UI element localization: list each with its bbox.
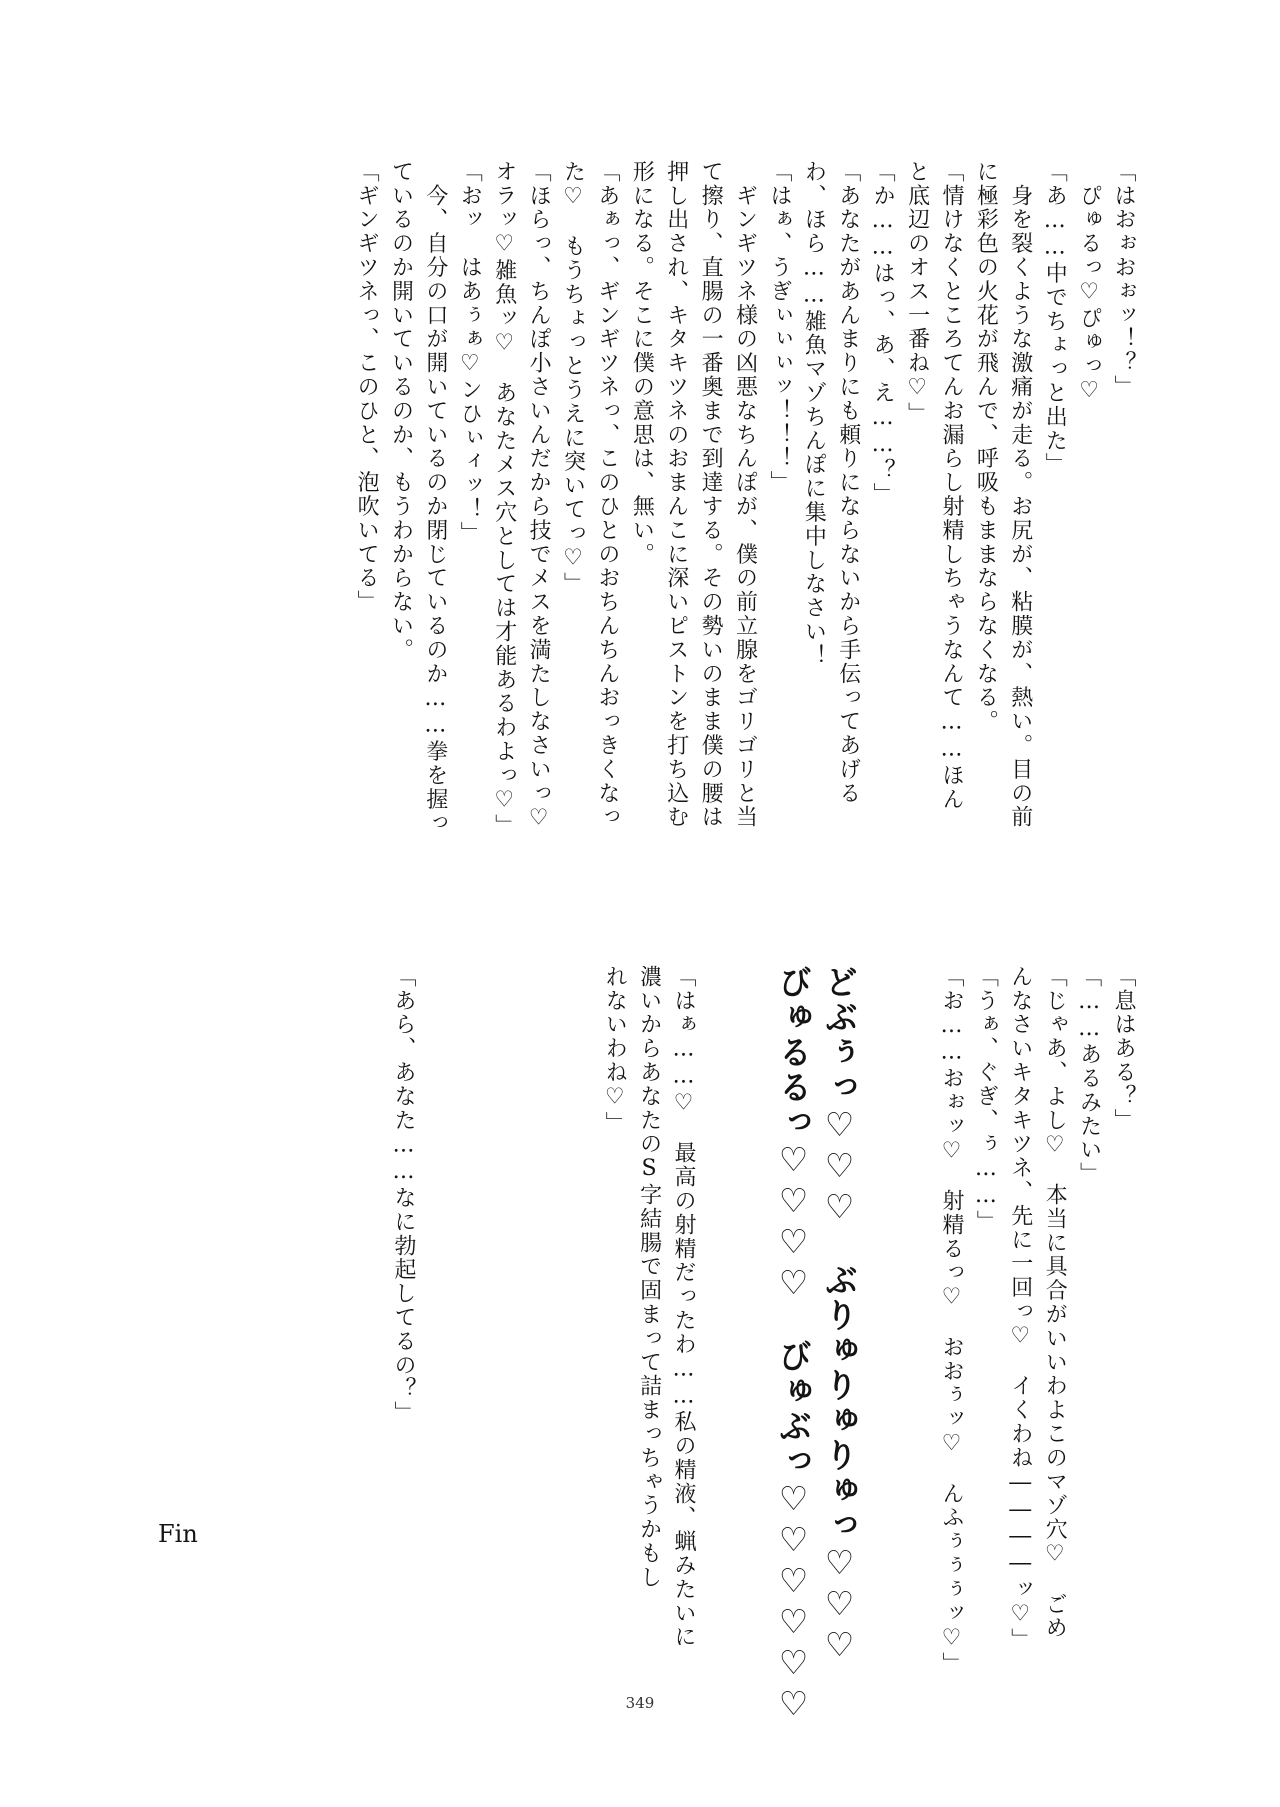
page-number: 349 [625, 1694, 655, 1712]
sound-effect-line: びゅるるっ♡♡♡♡ びゅぶっ♡♡♡♡♡♡ [774, 965, 813, 1725]
text-line: た♡ もうちょっとうえに突いてっ♡」 [560, 160, 586, 597]
text-line: 「うぁ、ぐぎ、ぅ……」 [973, 965, 999, 1234]
text-line: オラッ♡雑魚ッ♡ あなたメス穴としては才能あるわよっ♡」 [491, 160, 517, 839]
text-line: 「おッ はあぅぁ♡ンひぃィッ！」 [457, 160, 483, 546]
text-line: に極彩色の火花が飛んで、呼吸もままならなくなる。 [973, 160, 999, 734]
text-line: 「はぁ、うぎぃぃぃッ！！！」 [766, 160, 792, 495]
fin-mark: Fin [158, 1520, 198, 1548]
text-line: 「か……はっ、あ、え……？」 [870, 160, 896, 507]
text-line: ぴゅるっ♡ぴゅっ♡ [1076, 160, 1102, 405]
text-line: 身を裂くような激痛が走る。お尻が、粘膜が、熱い。目の前 [1007, 160, 1033, 830]
text-line: んなさいキタキツネ、先に一回っ♡ イくわね――――ッ♡」 [1007, 965, 1033, 1653]
upper-text-block [140, 160, 1140, 839]
lower-right-text-block [870, 965, 1140, 1677]
text-line: 「あ……中でちょっと出た」 [1042, 160, 1068, 477]
text-line: 「あら、あなた……なに勃起してるの？」 [391, 965, 416, 1426]
lower-middle-text-block [590, 965, 700, 1650]
text-line: わ、ほら……雑魚マゾちんぽに集中しなさい！ [801, 160, 827, 668]
text-line: 今、自分の口が開いているのか閉じているのか……拳を握っ [422, 160, 448, 836]
text-line: 形になる。そこに僕の意思は、無い。 [629, 160, 655, 567]
text-line: と底辺のオス一番ね♡」 [904, 160, 930, 426]
text-line: 「はぁ……♡ 最高の射精だったわ……私の精液、蝋みたいに [671, 965, 696, 1650]
text-line: 「ほらっ、ちんぽ小さいんだから技でメスを満たしなさいっ♡ [526, 160, 552, 833]
text-line: ているのか開いているのか、もうわからない。 [388, 160, 414, 662]
sound-effect-line: どぶぅっ♡♡♡ ぶりゅりゅりゅっ♡♡♡ [820, 965, 859, 1666]
text-line: て擦り、直腸の一番奥まで到達する。その勢いのまま僕の腰は [698, 160, 724, 830]
text-line: ギンギツネ様の凶悪なちんぽが、僕の前立腺をゴリゴリと当 [732, 160, 758, 830]
text-line: 「ギンギツネっ、このひと、泡吹いてる」 [354, 160, 380, 615]
text-line: 押し出され、キタキツネのおまんこに深いピストンを打ち込む [663, 160, 689, 830]
final-dialogue [380, 965, 420, 1615]
text-line: 「お……おぉッ♡ 射精るっ♡ おおぅッ♡ んふぅぅぅッ♡」 [938, 965, 964, 1677]
text-line: 「情けなくところてんお漏らし射精しちゃうなんて……ほん [938, 160, 964, 812]
text-line: 「はおぉおぉッ！？」 [1111, 160, 1136, 399]
text-line: 「あぁっ、ギンギツネっ、このひとのおちんちんおっきくなっ [594, 160, 620, 830]
text-line: 「あなたがあんまりにも頼りにならないから手伝ってあげる [835, 160, 861, 806]
text-line: 「……あるみたい」 [1076, 965, 1102, 1187]
sound-effect-block [762, 965, 862, 1725]
text-line: れないわね♡」 [602, 965, 628, 1136]
text-line: 濃いからあなたのS字結腸で固まって詰まっちゃうかもし [636, 965, 662, 1590]
text-line: 「じゃあ、よし♡ 本当に具合がいいわよこのマゾ穴♡ ごめ [1042, 965, 1068, 1641]
text-line: 「息はある？」 [1111, 965, 1136, 1133]
